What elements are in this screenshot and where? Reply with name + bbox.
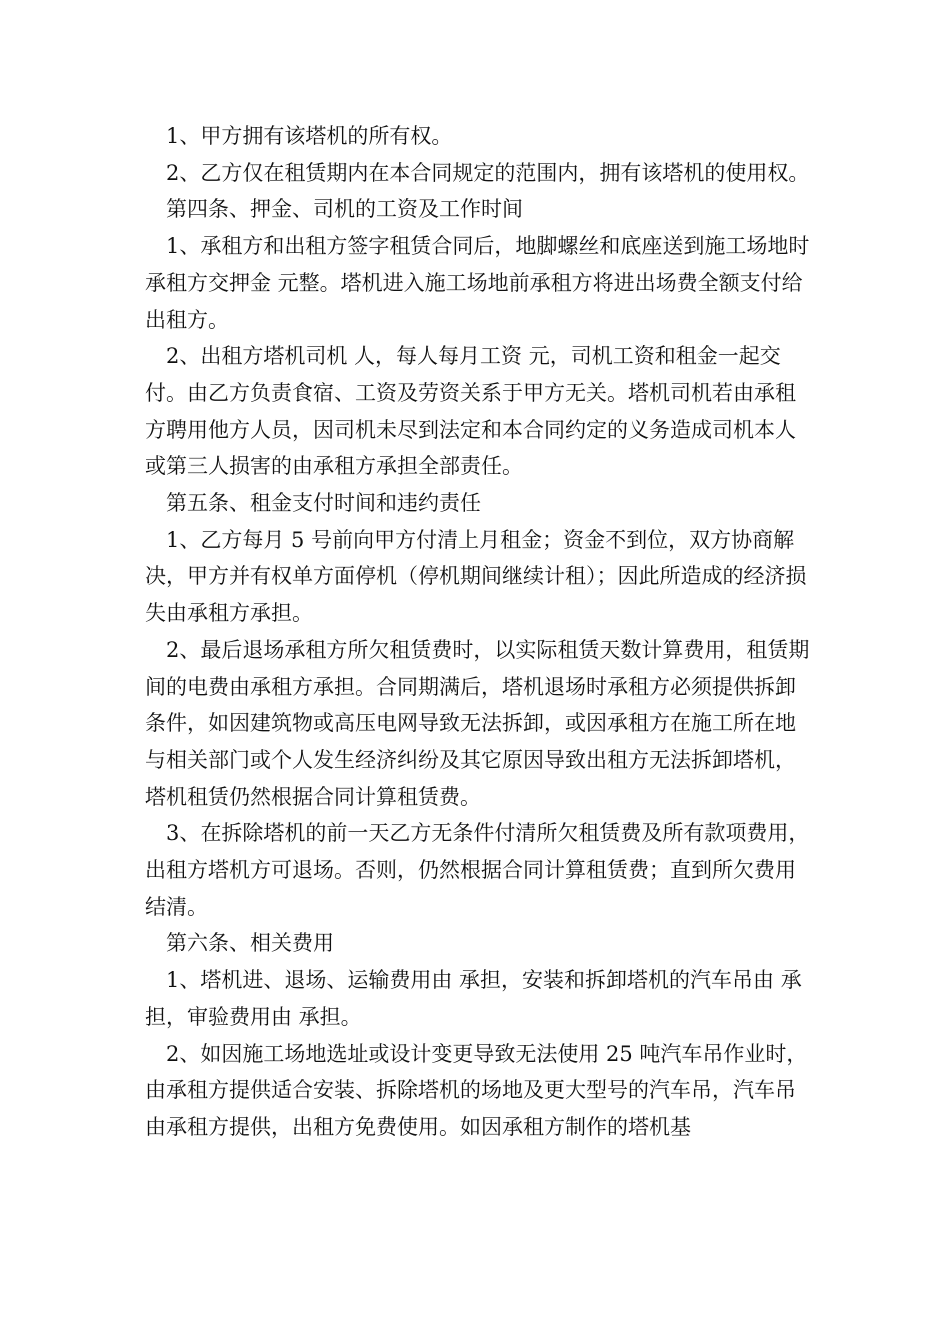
clause-paragraph: 2、出租方塔机司机 人，每人每月工资 元，司机工资和租金一起交付。由乙方负责食宿、工资及劳资关系于甲方无关。塔机司机若由承租方聘用他方人员，因司机未尽到法定和本合同约定的义务造成司机本人或第三人损害的由承租方承担全部责任。 (145, 344, 796, 479)
clause-paragraph: 2、如因施工场地选址或设计变更导致无法使用 25 吨汽车吊作业时，由承租方提供适合安装、拆除塔机的场地及更大型号的汽车吊，汽车吊由承租方提供，出租方免费使用。如因承租方制作的塔机基 (145, 1041, 808, 1139)
clause-paragraph: 1、甲方拥有该塔机的所有权。 (166, 124, 453, 148)
clause-paragraph: 1、承租方和出租方签字租赁合同后，地脚螺丝和底座送到施工场地时承租方交押金 元整。塔机进入施工场地前承租方将进出场费全额支付给出租方。 (145, 234, 810, 332)
clause-paragraph: 1、乙方每月 5 号前向甲方付清上月租金；资金不到位，双方协商解决，甲方并有权单方面停机（停机期间继续计租）；因此所造成的经济损失由承租方承担。 (145, 527, 807, 626)
article-heading: 第六条、相关费用 (166, 931, 334, 956)
clause-paragraph: 2、最后退场承租方所欠租赁费时，以实际租赁天数计算费用，租赁期间的电费由承租方承担。合同期满后，塔机退场时承租方必须提供拆卸条件，如因建筑物或高压电网导致无法拆卸，或因承租方在施工所在地与相关部门或个人发生经济纠纷及其它原因导致出租方无法拆卸塔机，塔机租赁仍然根据合同计算租赁费。 (145, 637, 810, 809)
contract-body (145, 118, 810, 1146)
clause-paragraph: 1、塔机进、退场、运输费用由 承担，安装和拆卸塔机的汽车吊由 承担，审验费用由 承担。 (145, 968, 802, 1029)
article-heading: 第四条、押金、司机的工资及工作时间 (166, 197, 523, 222)
article-heading: 第五条、租金支付时间和违约责任 (166, 491, 481, 516)
clause-paragraph: 2、乙方仅在租赁期内在本合同规定的范围内，拥有该塔机的使用权。 (166, 160, 810, 185)
clause-paragraph: 3、在拆除塔机的前一天乙方无条件付清所欠租赁费及所有款项费用，出租方塔机方可退场。否则，仍然根据合同计算租赁费；直到所欠费用结清。 (145, 821, 810, 919)
